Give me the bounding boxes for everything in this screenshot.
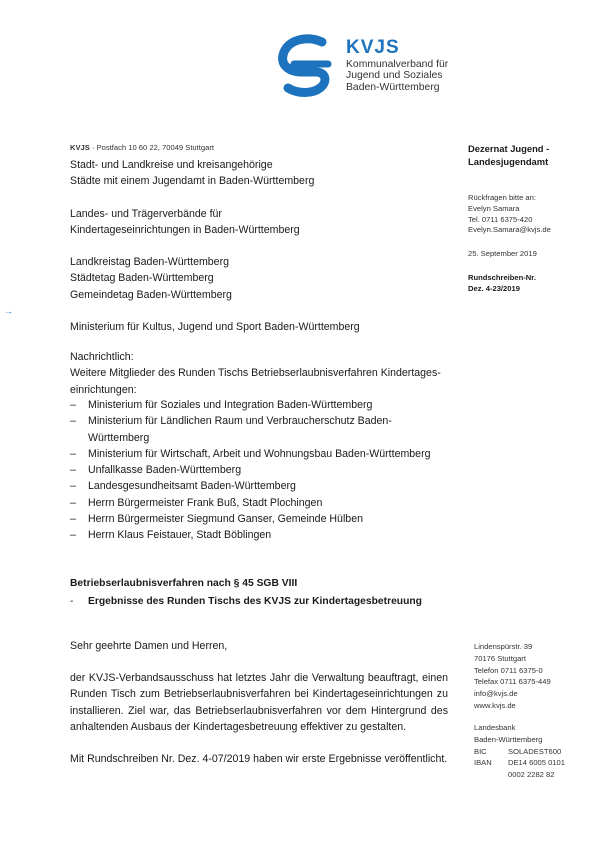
- address-line: Lindenspürstr. 39: [474, 642, 533, 651]
- recipient-line: Gemeindetag Baden-Württemberg: [70, 288, 232, 301]
- list-item-text: Ministerium für Ländlichen Raum und Verbraucherschutz Baden-Württemberg: [88, 415, 392, 444]
- list-dash: –: [70, 415, 76, 428]
- recipient-line: Landes- und Trägerverbände für: [70, 208, 222, 220]
- department: [468, 143, 549, 168]
- department-line: Landesjugendamt: [468, 155, 549, 167]
- sender-org: KVJS: [70, 143, 90, 152]
- contact-block: [468, 193, 551, 236]
- list-item-text: Ministerium für Wirtschaft, Arbeit und Wohnungsbau Baden-Württemberg: [88, 447, 431, 460]
- list-dash: –: [70, 496, 76, 509]
- bank-block: [474, 722, 565, 781]
- salutation: Sehr geehrte Damen und Herren,: [70, 640, 228, 652]
- contact-line: Rückfragen bitte an:: [468, 193, 536, 202]
- recipient-line: Städtetag Baden-Württemberg: [70, 272, 214, 285]
- list-dash: –: [70, 447, 76, 460]
- list-item-text: Ministerium für Soziales und Integration Baden-Württemberg: [88, 399, 373, 411]
- iban-label: IBAN: [474, 758, 492, 768]
- sender-address: · Postfach 10 60 22, 70049 Stuttgart: [89, 143, 214, 152]
- recipient-block-4: [70, 319, 360, 335]
- list-dash: –: [70, 529, 76, 542]
- list-dash: –: [70, 480, 76, 493]
- letter-date: 25. September 2019: [468, 249, 537, 258]
- contact-line: Tel. 0711 6375-420: [468, 214, 533, 224]
- sender-line: [70, 143, 214, 152]
- iban-row: [474, 757, 565, 769]
- list-item: [70, 462, 470, 478]
- list-dash: –: [70, 464, 76, 477]
- recipient-line: Ministerium für Kultus, Jugend und Sport Baden-Württemberg: [70, 321, 360, 333]
- recipient-line: Stadt- und Landkreise und kreisangehörige: [70, 159, 273, 171]
- iban-value: DE14 6005 0101: [508, 758, 566, 768]
- contact-line: Evelyn Samara: [468, 203, 520, 213]
- bic-row: [474, 746, 565, 758]
- recipient-line: Städte mit einem Jugendamt in Baden-Württemberg: [70, 175, 315, 188]
- list-item: [70, 511, 470, 527]
- cc-list: [70, 397, 470, 544]
- cc-intro-line: Weitere Mitglieder des Runden Tischs Betriebserlaubnisverfahren Kindertages-: [70, 367, 441, 380]
- list-item: [70, 527, 470, 543]
- list-item-text: Herrn Klaus Feistauer, Stadt Böblingen: [88, 529, 272, 542]
- logo-text: [346, 37, 448, 93]
- list-dash: –: [70, 513, 76, 526]
- recipient-line: Landkreistag Baden-Württemberg: [70, 256, 229, 268]
- list-item-text: Unfallkasse Baden-Württemberg: [88, 464, 242, 477]
- list-item: [70, 446, 470, 462]
- bic-value: SOLADEST600: [508, 746, 562, 756]
- address-line: www.kvjs.de: [474, 700, 516, 710]
- recipient-block-2: [70, 206, 300, 239]
- iban-row-2: [474, 769, 565, 781]
- address-line: info@kvjs.de: [474, 689, 518, 699]
- list-item: [70, 413, 400, 446]
- subject-line-2-text: Ergebnisse des Runden Tischs des KVJS zur Kindertagesbetreuung: [88, 596, 422, 607]
- department-line: Dezernat Jugend -: [468, 143, 550, 154]
- recipient-block-3: [70, 254, 232, 303]
- cc-intro-line: Nachrichtlich:: [70, 351, 134, 363]
- list-item-text: Landesgesundheitsamt Baden-Württemberg: [88, 480, 296, 493]
- contact-email: Evelyn.Samara@kvjs.de: [468, 225, 551, 235]
- logo-abbr: KVJS: [346, 37, 400, 58]
- list-item: [70, 478, 470, 494]
- kvjs-logo-icon: [276, 34, 338, 103]
- subject-line-2: [70, 593, 422, 611]
- circular-label: Rundschreiben-Nr.: [468, 273, 536, 282]
- subject-line-1: Betriebserlaubnisverfahren nach § 45 SGB VIII: [70, 578, 298, 589]
- subject-dash: -: [70, 596, 74, 607]
- logo-line: Baden-Württemberg: [346, 81, 440, 93]
- address-block: [474, 641, 551, 712]
- bank-line: Landesbank: [474, 723, 516, 732]
- list-item-text: Herrn Bürgermeister Siegmund Ganser, Gemeinde Hülben: [88, 513, 363, 526]
- list-dash: –: [70, 399, 76, 411]
- subject: [70, 575, 422, 611]
- address-line: 70176 Stuttgart: [474, 653, 526, 663]
- body-paragraph-2: Mit Rundschreiben Nr. Dez. 4-07/2019 haben wir erste Ergebnisse veröffentlicht.: [70, 753, 448, 765]
- recipient-block-1: [70, 157, 314, 190]
- cc-intro: [70, 349, 441, 398]
- iban-value-2: 0002 2282 82: [508, 770, 555, 780]
- recipient-line: Kindertageseinrichtungen in Baden-Württemberg: [70, 224, 300, 237]
- logo-line: Jugend und Soziales: [346, 70, 443, 82]
- list-item: [70, 397, 470, 413]
- circular-number: [468, 272, 536, 294]
- bank-line: Baden-Württemberg: [474, 734, 543, 744]
- circular-value: Dez. 4-23/2019: [468, 284, 520, 293]
- address-line: Telefax 0711 6375-449: [474, 677, 551, 687]
- address-line: Telefon 0711 6375-0: [474, 665, 543, 675]
- logo-line: Kommunalverband für: [346, 59, 449, 70]
- list-item-text: Herrn Bürgermeister Frank Buß, Stadt Plochingen: [88, 496, 323, 509]
- body-paragraph-1: der KVJS-Verbandsausschuss hat letztes Jahr die Verwaltung beauftragt, einen Runden Tisch zum Betriebserlaubnisverfahren bei Kindertageseinrichtungen zu installieren. Ziel war, das Betriebserlaubnisverfahren vor dem Hintergrund des anhaltenden Ausbaus der Kindertagesbetreuung effektiver zu gestalten.: [70, 672, 448, 733]
- bic-label: BIC: [474, 746, 487, 756]
- arrow-icon: →: [4, 306, 13, 316]
- cc-intro-line: einrichtungen:: [70, 383, 137, 396]
- list-item: [70, 495, 470, 511]
